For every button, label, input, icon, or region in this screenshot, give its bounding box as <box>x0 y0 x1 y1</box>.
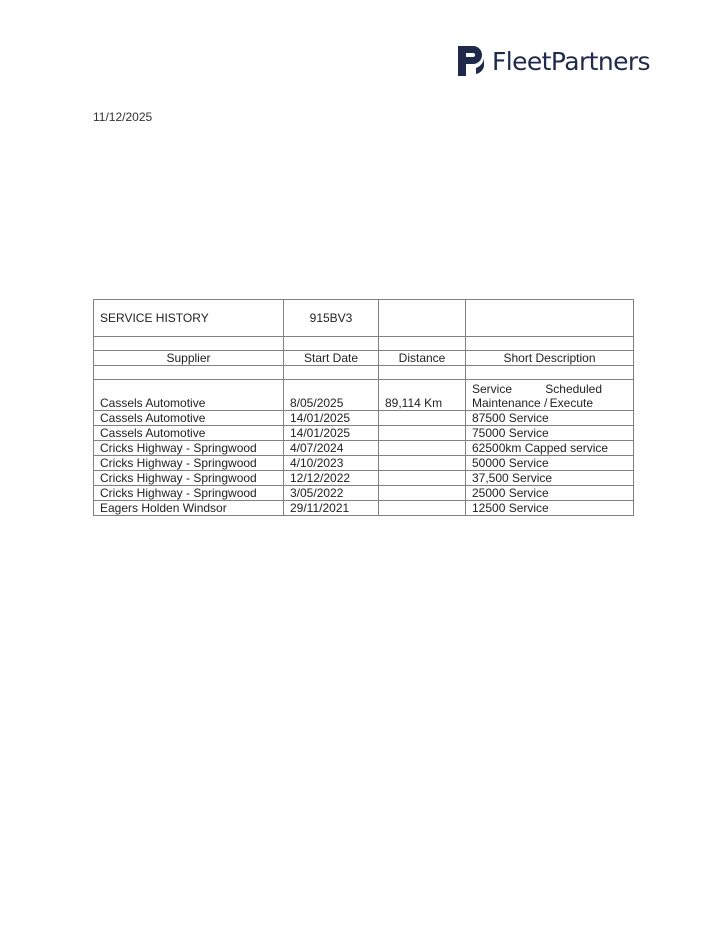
registration-number: 915BV3 <box>284 300 379 337</box>
cell-distance <box>379 456 466 471</box>
cell-start-date: 4/10/2023 <box>284 456 379 471</box>
table-row <box>94 501 634 516</box>
cell-description: 12500 Service <box>466 501 634 516</box>
cell-distance: 89,114 Km <box>379 380 466 411</box>
table-row <box>94 380 634 411</box>
document-date: 11/12/2025 <box>93 110 153 124</box>
cell-description: Service Scheduled Maintenance / Execute <box>466 380 634 411</box>
cell-supplier: Cassels Automotive <box>94 380 284 411</box>
table-row <box>94 471 634 486</box>
header-start-date: Start Date <box>284 351 379 366</box>
cell-start-date: 8/05/2025 <box>284 380 379 411</box>
cell-supplier: Cassels Automotive <box>94 411 284 426</box>
cell-start-date: 3/05/2022 <box>284 486 379 501</box>
cell-start-date: 4/07/2024 <box>284 441 379 456</box>
table-row <box>94 426 634 441</box>
cell-description: 62500km Capped service <box>466 441 634 456</box>
cell-description: 37,500 Service <box>466 471 634 486</box>
cell-description: 50000 Service <box>466 456 634 471</box>
cell-description: 25000 Service <box>466 486 634 501</box>
cell-supplier: Cricks Highway - Springwood <box>94 471 284 486</box>
cell-supplier: Cassels Automotive <box>94 426 284 441</box>
cell-distance <box>379 471 466 486</box>
cell-start-date: 14/01/2025 <box>284 426 379 441</box>
cell-supplier: Cricks Highway - Springwood <box>94 456 284 471</box>
table-row <box>94 456 634 471</box>
brand-name: FleetPartners <box>492 46 650 76</box>
column-header-row <box>94 351 634 366</box>
table-row <box>94 411 634 426</box>
table-title: SERVICE HISTORY <box>94 300 284 337</box>
cell-distance <box>379 411 466 426</box>
cell-supplier: Eagers Holden Windsor <box>94 501 284 516</box>
cell-supplier: Cricks Highway - Springwood <box>94 486 284 501</box>
header-supplier: Supplier <box>94 351 284 366</box>
cell-start-date: 12/12/2022 <box>284 471 379 486</box>
header-short-description: Short Description <box>466 351 634 366</box>
cell-description: 75000 Service <box>466 426 634 441</box>
cell-supplier: Cricks Highway - Springwood <box>94 441 284 456</box>
table-row <box>94 441 634 456</box>
cell-description: 87500 Service <box>466 411 634 426</box>
brand-logo <box>456 44 650 78</box>
cell-start-date: 29/11/2021 <box>284 501 379 516</box>
header-distance: Distance <box>379 351 466 366</box>
cell-distance <box>379 426 466 441</box>
cell-distance <box>379 441 466 456</box>
fleetpartners-logo-icon <box>456 44 486 78</box>
cell-distance <box>379 501 466 516</box>
cell-distance <box>379 486 466 501</box>
cell-start-date: 14/01/2025 <box>284 411 379 426</box>
spacer-row <box>94 337 634 351</box>
spacer-row <box>94 366 634 380</box>
service-history-table <box>93 299 634 516</box>
table-title-row <box>94 300 634 337</box>
table-row <box>94 486 634 501</box>
